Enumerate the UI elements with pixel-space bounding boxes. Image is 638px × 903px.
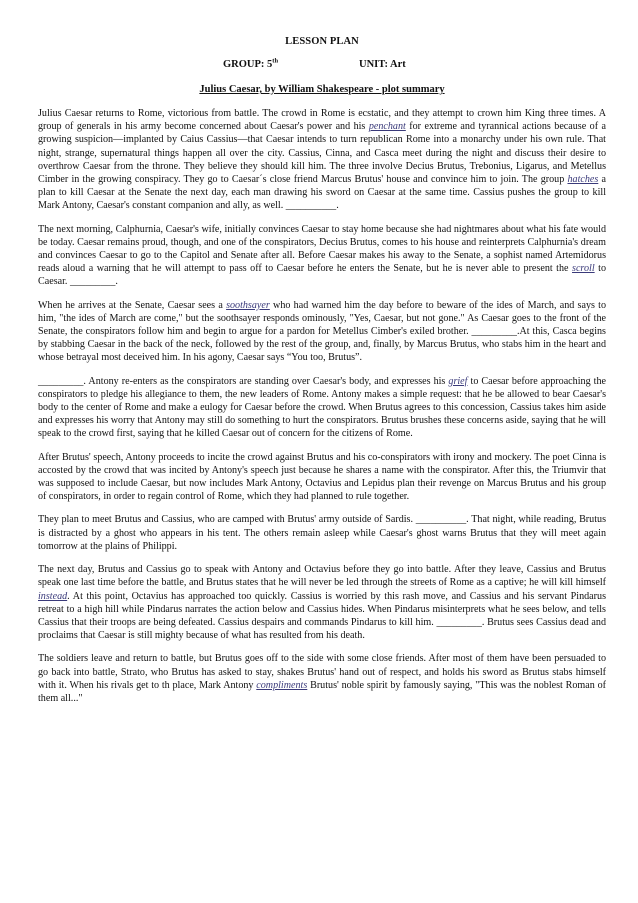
paragraph-text: a plan to kill Caesar at the Senate the next day, each man drawing his sword on Caesar at the same time. Cassius pushes the group to kill Mark Antony, Caesar's constant companion and ally, as well. __________. xyxy=(38,174,606,212)
lesson-meta xyxy=(38,59,606,73)
group-superscript: th xyxy=(272,57,279,65)
paragraph-text: _________. Antony re-enters as the conspirators are standing over Caesar's body, and expresses his xyxy=(38,375,449,387)
paragraph-text: who had warned him the day before to beware of the ides of March, and says to him, "the ides of March are come," but the soothsayer responds ominously, "Yes, Caesar, but not gone." As Caesar goes to the front of the Senate, the conspirators follow him and begin to argue for a pardon for Metellus Cimber's exiled brother. _________.At this, Casca begins by stabbing Caesar in the back of the neck, followed by the rest of the group, and, finally, by Marcus Brutus, who stabs him in the heart and whose betrayal most deceived him. In his agony, Caesar says “You too, Brutus”. xyxy=(38,299,607,364)
group-text: GROUP: 5 xyxy=(223,59,273,70)
paragraph-text: for extreme and tyrannical actions because of a growing suspicion—implanted by Caius Cassius—that Caesar intends to turn republican Rome into a monarchy under his own rule. That night, strange, supernatural things happen all over the city. Cassius, Cinna, and Casca meet during the night and discuss their desire to overthrow Caesar from the throne. They believe they should kill him. The three involve Decius Brutus, Trebonius, Ligarus, and Metellus Cimber in the growing conspiracy. They go to Caesar´s close friend Marcus Brutus' house and convince him to join. The group xyxy=(38,121,606,186)
vocab-word: grief xyxy=(448,375,468,387)
paragraph-text: The soldiers leave and return to battle, but Brutus goes off to the side with some close friends. After most of them have been persuaded to go back into battle, Strato, who Brutus has asked to stay, shakes Brutus' hand out of respect, and holds his sword as Brutus stabs himself with it. When his rivals get to th place, Mark Antony xyxy=(38,653,606,691)
lesson-plan-page xyxy=(38,36,606,715)
page-title: LESSON PLAN xyxy=(285,36,359,47)
paragraph-text: The next day, Brutus and Cassius go to speak with Antony and Octavius before they go into battle. After they leave, Cassius and Brutus speak one last time before the battle, and Brutus states that he will never be led through the streets of Rome as a captive; he will kill himself xyxy=(38,564,606,589)
paragraph-text: Brutus' noble spirit by famously saying, "This was the noblest Roman of them all..." xyxy=(38,679,606,704)
paragraph-text: When he arrives at the Senate, Caesar sees a xyxy=(38,299,227,311)
paragraph xyxy=(38,375,606,441)
paragraph xyxy=(38,299,606,365)
unit-label: UNIT: Art xyxy=(359,59,406,70)
plot-summary-body xyxy=(38,107,606,705)
vocab-word: soothsayer xyxy=(226,299,270,311)
paragraph-text: . At this point, Octavius has approached too quickly. Cassius is worried by this rash move, and Cassius and his servant Pindarus retreat to a high hill while Pindarus narrates the action below and Cassius hides. When Pindarus misinterprets what he sees below, and tells Cassius that their troops are being defeated. Cassius despairs and commands Pindarus to kill him. _________. Brutus sees Cassius dead and proclaims that Caesar is still mighty because of what has resulted from his death. xyxy=(38,590,606,642)
group-label xyxy=(223,59,278,70)
vocab-word: penchant xyxy=(368,121,406,133)
paragraph xyxy=(38,223,606,289)
paragraph-text: to Caesar before approaching the conspirators to pledge his allegiance to them, the new leaders of Rome. Antony makes a simple request: that he be allowed to bear Caesar's body to the center of Rome and make a eulogy for Caesar before the crowd. When Brutus agrees to this concession, Cassius takes him aside and expresses his worry that Antony may still do something to hurt the conspirators. Brutus brushes these concerns aside, saying that he will speak to the crowd first, saying that he killed Caesar out of concern for the citizens of Rome. xyxy=(38,375,606,440)
vocab-word: scroll xyxy=(572,263,595,275)
paragraph xyxy=(38,107,606,213)
paragraph-text: Julius Caesar returns to Rome, victorious from battle. The crowd in Rome is ecstatic, and they attempt to crown him King three times. A group of generals in his army become concerned about Caesar's power and his xyxy=(38,108,606,133)
paragraph xyxy=(38,513,606,553)
vocab-word: instead xyxy=(38,590,68,602)
paragraph-text: They plan to meet Brutus and Cassius, who are camped with Brutus' army outside of Sardis. __________. That night, while reading, Brutus is distracted by a ghost who appears in his tent. The others remain asleep while Caesar's ghost warns Brutus that they will meet again tomorrow at the plains of Philippi. xyxy=(38,514,606,552)
vocab-word: hatches xyxy=(567,174,599,186)
plot-summary-subtitle: Julius Caesar, by William Shakespeare - plot summary xyxy=(199,84,445,95)
paragraph-text: After Brutus' speech, Antony proceeds to incite the crowd against Brutus and his co-conspirators with irony and mockery. The poet Cinna is accosted by the crowd that was incited by Antony's speech just because he shares a name with the conspirator. After this, the Triumvir that was supposed to include Caesar, but now includes Mark Antony, Octavius and Lepidus plan their revenge on Marcus Brutus and his group of conspirators, in order to regain control of Rome, which they had planned to rule together. xyxy=(38,451,606,503)
paragraph xyxy=(38,652,606,705)
paragraph-text: The next morning, Calphurnia, Caesar's wife, initially convinces Caesar to stay home because she had nightmares about what his fate would be today. Caesar remains proud, though, and one of the conspirators, Decius Brutus, comes to his house and reinterprets Calphurnia's dream and convinces Caesar to go to the Capitol and Senate after all. Before Caesar makes his away to the Senate, a sophist named Artemidorus reads aloud a warning that he will attempt to pass off to Caesar before he enters the Senate, but he is never able to present the xyxy=(38,223,606,275)
paragraph xyxy=(38,563,606,642)
paragraph-text: to Caesar. _________. xyxy=(38,263,606,288)
paragraph xyxy=(38,451,606,504)
vocab-word: compliments xyxy=(256,679,308,691)
